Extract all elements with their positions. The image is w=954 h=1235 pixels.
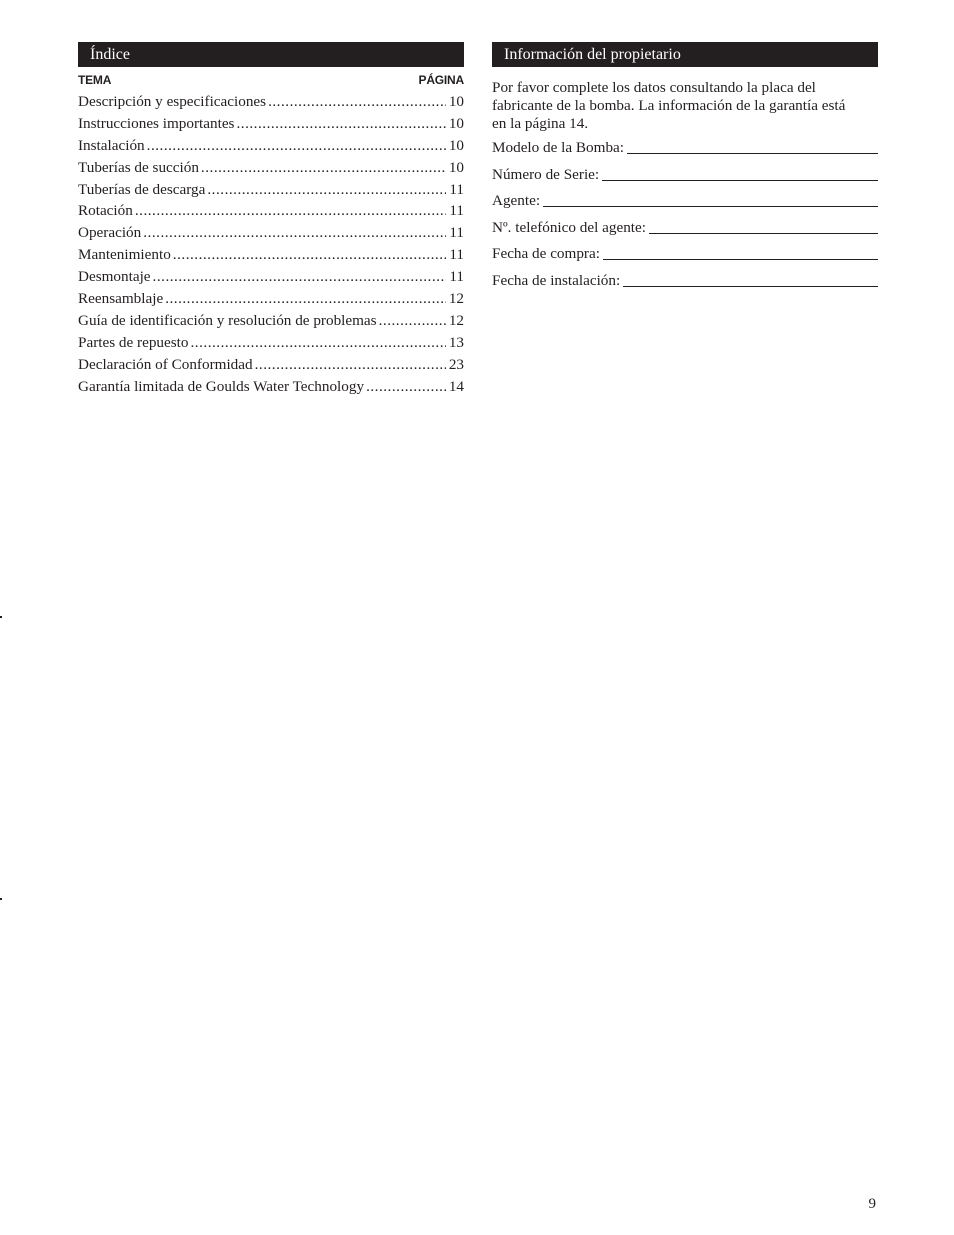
- pump-model-field: [492, 139, 878, 166]
- toc-leader-dots: [201, 159, 446, 177]
- toc-header: [78, 73, 464, 89]
- toc-entry-label: Partes de repuesto: [78, 333, 189, 351]
- toc-entry[interactable]: [78, 224, 464, 246]
- toc-list: [78, 93, 464, 399]
- toc-entry[interactable]: [78, 115, 464, 137]
- toc-leader-dots: [147, 137, 446, 155]
- toc-entry-label: Desmontaje: [78, 268, 151, 286]
- toc-leader-dots: [236, 115, 445, 133]
- toc-leader-dots: [255, 356, 446, 374]
- toc-entry-page: 11: [449, 180, 464, 198]
- toc-leader-dots: [207, 181, 446, 199]
- field-label: Fecha de instalación:: [492, 271, 621, 289]
- serial-number-field: [492, 166, 878, 193]
- dealer-blank[interactable]: [543, 206, 878, 207]
- toc-entry-label: Guía de identificación y resolución de problemas: [78, 311, 377, 329]
- toc-entry[interactable]: [78, 290, 464, 312]
- toc-entry-page: 11: [449, 268, 464, 286]
- toc-entry-label: Tuberías de succión: [78, 158, 199, 176]
- toc-title: Índice: [78, 42, 464, 67]
- toc-page-header: PÁGINA: [418, 73, 464, 87]
- installation-date-field: [492, 272, 878, 299]
- toc-entry-page: 11: [449, 224, 464, 242]
- pump-model-blank[interactable]: [627, 153, 878, 154]
- toc-entry[interactable]: [78, 159, 464, 181]
- toc-leader-dots: [366, 378, 446, 396]
- toc-entry[interactable]: [78, 356, 464, 378]
- toc-leader-dots: [165, 290, 446, 308]
- field-label: Modelo de la Bomba:: [492, 139, 625, 156]
- toc-entry-page: 11: [449, 246, 464, 264]
- toc-entry[interactable]: [78, 378, 464, 400]
- toc-leader-dots: [143, 224, 446, 242]
- toc-entry-page: 13: [448, 333, 464, 351]
- toc-entry-label: Reensamblaje: [78, 290, 164, 308]
- toc-topic-header: TEMA: [78, 73, 112, 87]
- toc-entry[interactable]: [78, 312, 464, 334]
- toc-entry-page: 11: [449, 202, 464, 220]
- toc-leader-dots: [191, 334, 446, 352]
- toc-entry[interactable]: [78, 202, 464, 224]
- toc-entry-label: Instalación: [78, 136, 145, 154]
- toc-entry[interactable]: [78, 268, 464, 290]
- owner-info-title: Información del propietario: [492, 42, 878, 67]
- purchase-date-blank[interactable]: [603, 259, 878, 260]
- crop-mark: [0, 616, 2, 618]
- owner-info-intro: Por favor complete los datos consultando la placa del fabricante de la bomba. La información de la garantía está en la página 14.: [492, 79, 846, 132]
- dealer-field: [492, 192, 878, 219]
- toc-entry-page: 12: [448, 311, 464, 329]
- toc-entry-page: 14: [448, 377, 464, 395]
- toc-leader-dots: [173, 246, 447, 264]
- toc-entry[interactable]: [78, 181, 464, 203]
- table-of-contents: [78, 42, 464, 399]
- field-label: Número de Serie:: [492, 165, 600, 183]
- toc-entry-label: Instrucciones importantes: [78, 114, 235, 132]
- toc-entry[interactable]: [78, 93, 464, 115]
- dealer-phone-field: [492, 219, 878, 246]
- toc-leader-dots: [153, 268, 447, 286]
- toc-entry-label: Declaración of Conformidad: [78, 355, 253, 373]
- toc-entry-page: 10: [448, 158, 464, 176]
- serial-number-blank[interactable]: [602, 180, 878, 181]
- crop-mark: [0, 898, 2, 900]
- field-label: Nº. telefónico del agente:: [492, 218, 646, 236]
- toc-entry[interactable]: [78, 334, 464, 356]
- toc-entry-label: Descripción y especificaciones: [78, 93, 267, 110]
- purchase-date-field: [492, 245, 878, 272]
- toc-leader-dots: [135, 202, 447, 220]
- toc-entry-label: Operación: [78, 224, 142, 242]
- toc-entry[interactable]: [78, 246, 464, 268]
- toc-entry[interactable]: [78, 137, 464, 159]
- toc-leader-dots: [268, 93, 446, 111]
- dealer-phone-blank[interactable]: [649, 233, 878, 234]
- toc-entry-page: 10: [448, 93, 464, 110]
- toc-entry-page: 10: [448, 114, 464, 132]
- toc-entry-page: 23: [448, 355, 464, 373]
- field-label: Fecha de compra:: [492, 245, 600, 262]
- owner-information: [492, 42, 878, 298]
- toc-entry-label: Mantenimiento: [78, 246, 171, 264]
- toc-entry-label: Garantía limitada de Goulds Water Technology: [78, 377, 365, 395]
- page-number: 9: [868, 1196, 876, 1212]
- toc-entry-label: Rotación: [78, 202, 133, 220]
- toc-entry-page: 10: [448, 136, 464, 154]
- owner-info-form: [492, 139, 878, 298]
- toc-leader-dots: [379, 312, 446, 330]
- installation-date-blank[interactable]: [623, 286, 878, 287]
- field-label: Agente:: [492, 192, 541, 209]
- toc-entry-page: 12: [448, 290, 464, 308]
- toc-entry-label: Tuberías de descarga: [78, 180, 206, 198]
